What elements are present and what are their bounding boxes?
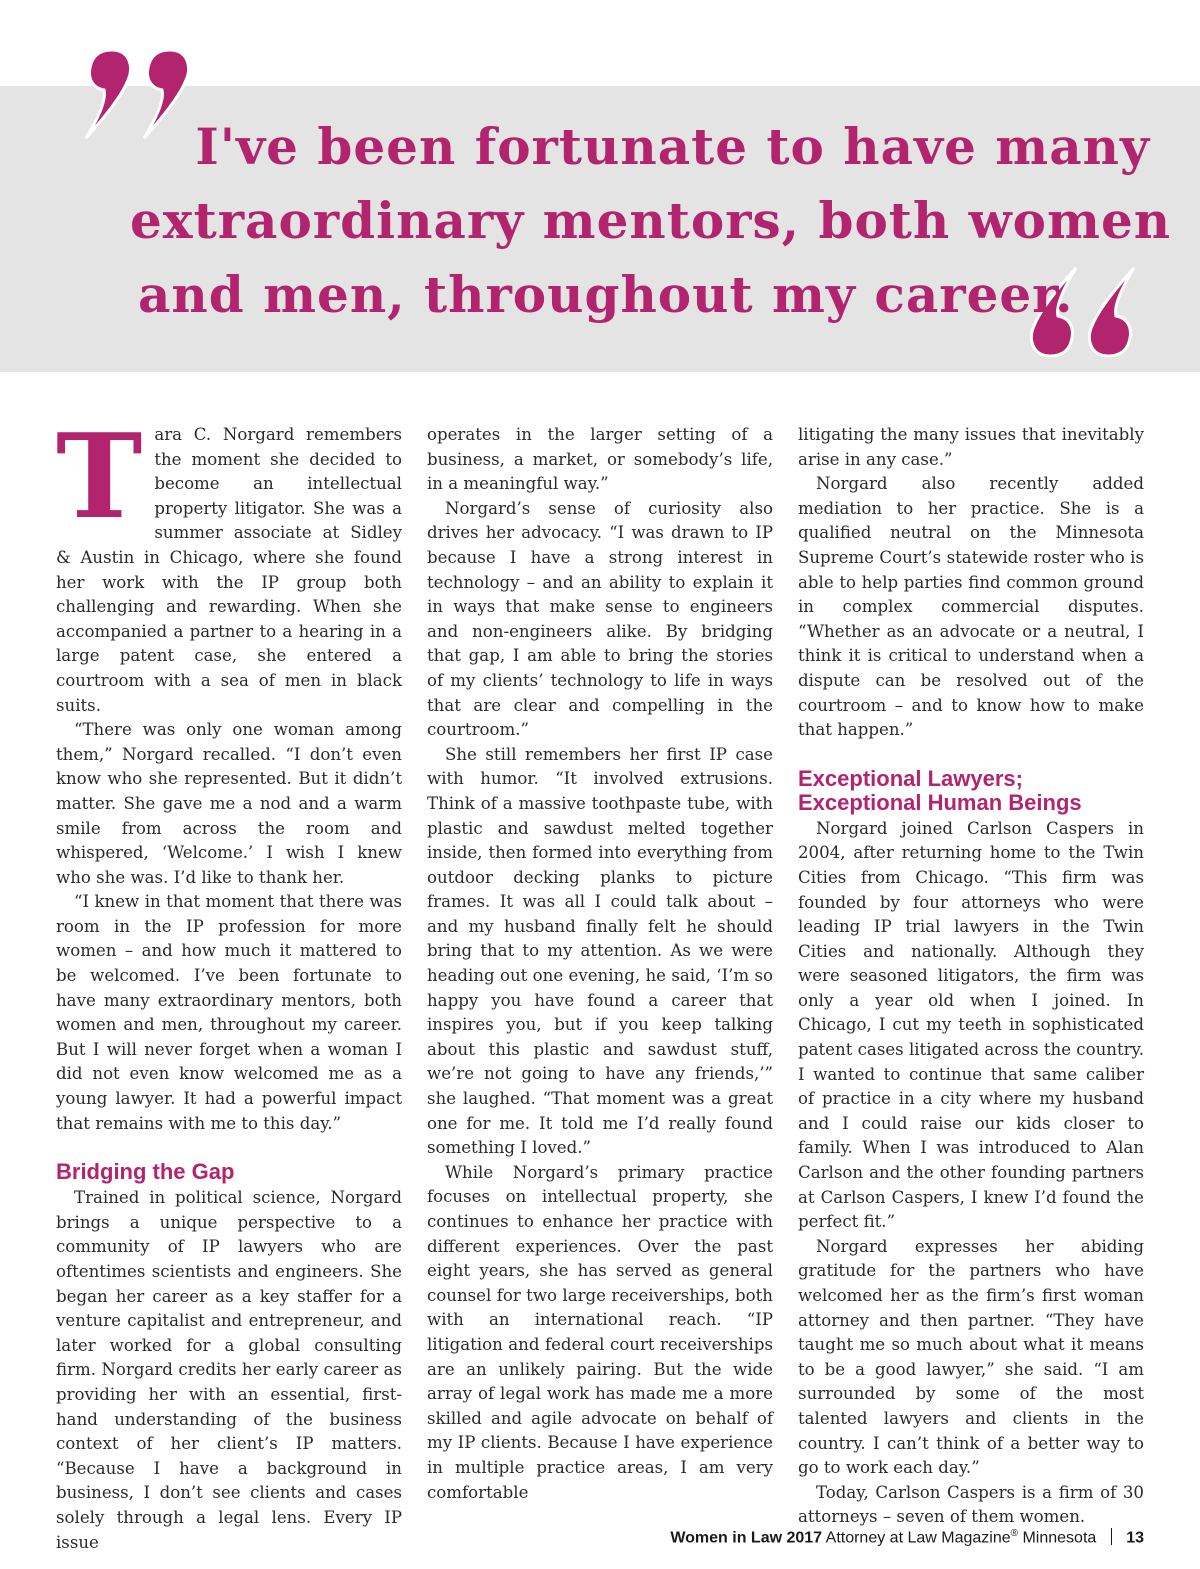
article-column-1 xyxy=(56,409,402,1552)
paragraph: Norgard also recently added mediation to her practice. She is a qualified neutral on the Minnesota Supreme Court’s statewide roster who is able to help parties find common ground in complex commercial disputes. “Whether as an advocate or a neutral, I think it is critical to understand when a dispute can be resolved out of the courtroom – and to know how to make that happen.” xyxy=(798,474,1144,740)
publication-title: Women in Law 2017 xyxy=(670,1529,823,1547)
paragraph: Norgard’s sense of curiosity also drives her advocacy. “I was drawn to IP because I have a strong interest in technology – and an ability to explain it in ways that make sense to engineers and non-engineers alike. By bridging that gap, I am able to bring the stories of my clients’ technology to life in ways that are clear and compelling in the courtroom.” xyxy=(427,498,773,740)
paragraph: “I knew in that moment that there was room in the IP profession for more women – and how much it mattered to be welcomed. I’ve been fortunate to have many extraordinary mentors, both women and men, throughout my career. But I will never forget when a woman I did not even know welcomed me as a young lawyer. It had a powerful impact that remains with me to this day.” xyxy=(56,892,402,1133)
article-column-2 xyxy=(427,423,773,1502)
footer-divider xyxy=(1111,1528,1112,1545)
drop-cap: T xyxy=(56,409,143,545)
article-column-3 xyxy=(798,423,1145,1527)
pull-quote xyxy=(130,110,1172,332)
pull-quote-line: I've been fortunate to have many xyxy=(195,117,1150,176)
pull-quote-line: extraordinary mentors, both women xyxy=(130,191,1172,250)
paragraph: She still remembers her first IP case with humor. “It involved extrusions. Think of a massive toothpaste tube, with plastic and sawdust melted together inside, then formed into everything from outdoor decking planks to picture frames. It was all I could talk about – and my husband finally felt he should bring that to my attention. As we were heading out one evening, he said, ‘I’m so happy you have found a career that inspires you, but if you keep talking about this plastic and sawdust stuff, we’re not going to have any friends,’” she laughed. “That moment was a great one for me. It told me I’d really found something I loved.” xyxy=(427,744,773,1158)
paragraph: litigating the many issues that inevitably arise in any case.” xyxy=(798,425,1144,469)
pull-quote-line: and men, throughout my career. xyxy=(138,265,1074,324)
section-heading: Exceptional Lawyers; Exceptional Human Beings xyxy=(798,765,1082,815)
page-number: 13 xyxy=(1126,1529,1144,1547)
paragraph: Norgard expresses her abiding gratitude for the partners who have welcomed her as the firm’s first woman attorney and then partner. “They have taught me so much about what it means to be a good lawyer,” she said. “I am surrounded by some of the most talented lawyers and clients in the country. I can’t think of a better way to go to work each day.” xyxy=(798,1236,1144,1478)
paragraph: Norgard joined Carlson Caspers in 2004, after returning home to the Twin Cities from Chicago. “This firm was founded by four attorneys who were leading IP trial lawyers in the Twin Cities and nationally. Although they were seasoned litigators, the firm was only a year old when I joined. In Chicago, I cut my teeth in sophisticated patent cases litigated across the country. I wanted to continue that same caliber of practice in a city where my husband and I could raise our kids closer to family. When I was introduced to Alan Carlson and the other founding partners at Carlson Caspers, I knew I’d found the perfect fit.” xyxy=(798,818,1145,1232)
paragraph: ara C. Norgard remembers the moment she decided to become an intellectual property litigator. She was a summer associate at Sidley & Austin in Chicago, where she found her work with the IP group both challenging and rewarding. When she accompanied a partner to a hearing in a large patent case, she entered a courtroom with a sea of men in black suits. xyxy=(56,425,402,715)
page-footer xyxy=(670,1528,1144,1547)
paragraph: Today, Carlson Caspers is a firm of 30 attorneys – seven of them women. xyxy=(798,1482,1144,1527)
section-heading: Bridging the Gap xyxy=(56,1159,235,1185)
region-name: Minnesota xyxy=(1022,1529,1097,1547)
registered-mark: ® xyxy=(1010,1528,1019,1539)
paragraph: While Norgard’s primary practice focuses on intellectual property, she continues to enhance her practice with different experiences. Over the past eight years, she has served as general counsel for two large receiverships, both with an international reach. “IP litigation and federal court receiverships are an unlikely pairing. But the wide array of legal work has made me a more skilled and agile advocate on behalf of my IP clients. Because I have experience in multiple practice areas, I am very comfortable xyxy=(427,1162,773,1502)
magazine-name: Attorney at Law Magazine xyxy=(825,1529,1011,1547)
paragraph: Trained in political science, Norgard brings a unique perspective to a community of IP lawyers who are oftentimes scientists and engineers. She began her career as a key staffer for a venture capitalist and entrepreneur, and later worked for a global consulting firm. Norgard credits her early career as providing her with an essential, first-hand understanding of the business context of her client’s IP matters. “Because I have a background in business, I don’t see clients and cases solely through a legal lens. Every IP issue xyxy=(56,1188,402,1552)
paragraph: operates in the larger setting of a business, a market, or somebody’s life, in a meaningful way.” xyxy=(427,425,773,494)
paragraph: “There was only one woman among them,” Norgard recalled. “I don’t even know who she represented. But it didn’t matter. She gave me a nod and a warm smile from across the room and whispered, ‘Welcome.’ I wish I knew who she was. I’d like to thank her. xyxy=(56,720,402,887)
